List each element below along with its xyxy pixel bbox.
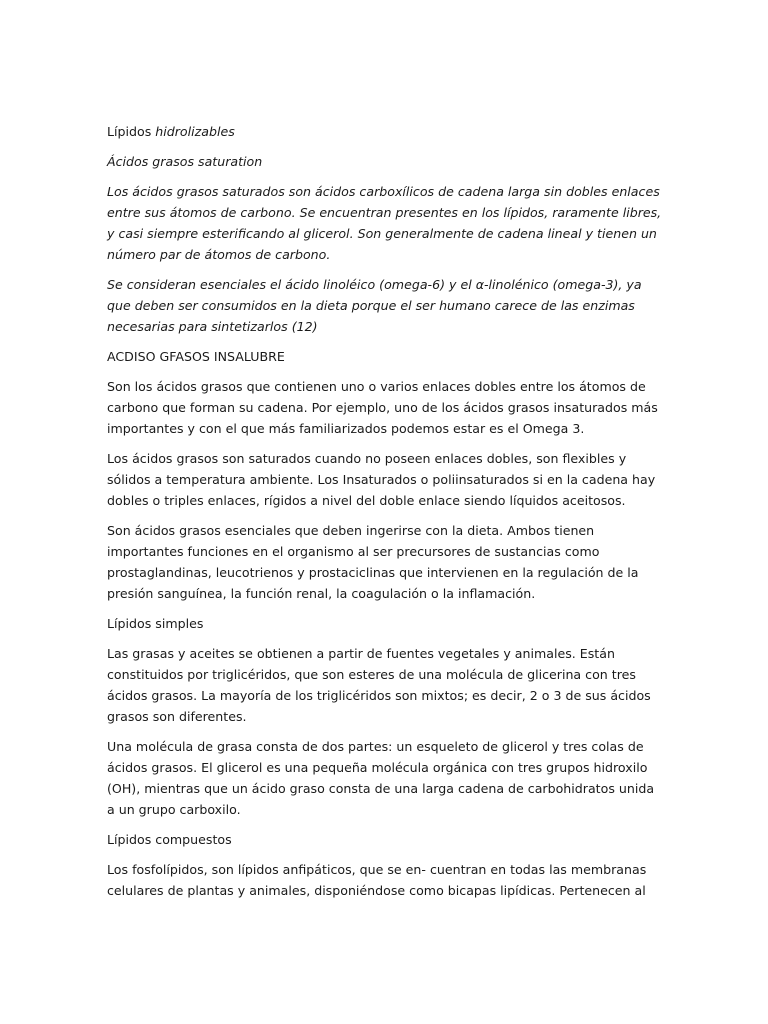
heading-lipidos-compuestos: Lípidos compuestos — [107, 832, 232, 847]
paragraph-saturados-part-3: . Son generalmente de cadena lineal y tienen un número par de átomos de carbono — [107, 226, 657, 262]
paragraph-saturados-part-4: . — [326, 247, 331, 262]
paragraph-saturados-vs-insaturados: Los ácidos grasos son saturados cuando no poseen enlaces dobles, son flexibles y sólidos a temperatura ambiente. Los Insaturados o poliinsaturados si en la cadena hay dobles o triples enlaces, rígidos a nivel del doble enlace siendo líquidos aceitosos. — [107, 451, 656, 508]
paragraph-esenciales: Se consideran esenciales el ácido linoléico (omega-6) y el α-linolénico (omega-3), ya que deben ser consumidos en la dieta porque el ser humano carece de las enzimas necesarias para sintetizarlos (12) — [107, 277, 642, 334]
paragraph-insaturados: Son los ácidos grasos que contienen uno o varios enlaces dobles entre los átomos de carbono que forman su cadena. Por ejemplo, uno de los ácidos grasos insaturados más importantes y con el que más familiarizados podemos estar es el Omega 3. — [107, 379, 658, 436]
heading-acidos-grasos-saturation: Ácidos grasos saturation — [107, 154, 263, 169]
paragraph-acidos-esenciales: Son ácidos grasos esenciales que deben ingerirse con la dieta. Ambos tienen importantes funciones en el organismo al ser precursores de sustancias como prostaglandinas, leucotrienos y prostaciclinas que intervienen en la regulación de la presión sanguínea, la función renal, la coagulación o la inflamación. — [107, 523, 639, 601]
paragraph-fosfolipidos: Los fosfolípidos, son lípidos anfipáticos, que se en- cuentran en todas las membranas celulares de plantas y animales, disponiéndose como bicapas lipídicas. Pertenecen al — [107, 862, 647, 898]
document-page — [107, 121, 663, 910]
paragraph-saturados — [107, 181, 663, 265]
heading-lipidos-hidrolizables — [107, 121, 663, 142]
heading-acdiso-gfasos-insalubre: ACDISO GFASOS INSALUBRE — [107, 349, 285, 364]
paragraph-saturados-part-2: . Se encuentran presentes en los lípidos, raramente libres, y casi siempre esterificando al glicerol — [107, 205, 662, 241]
heading-italic-text: hidrolizables — [155, 124, 235, 139]
paragraph-saturados-part-1: Los ácidos grasos saturados son ácidos carboxílicos de cadena larga sin dobles enlaces entre sus átomos de carbono — [107, 184, 660, 220]
heading-lipidos-simples: Lípidos simples — [107, 616, 204, 631]
heading-plain-text: Lípidos — [107, 124, 156, 139]
paragraph-molecula-grasa: Una molécula de grasa consta de dos partes: un esqueleto de glicerol y tres colas de ácidos grasos. El glicerol es una pequeña molécula orgánica con tres grupos hidroxilo (OH), mientras que un ácido graso consta de una larga cadena de carbohidratos unida a un grupo carboxilo. — [107, 739, 655, 817]
paragraph-grasas-aceites: Las grasas y aceites se obtienen a partir de fuentes vegetales y animales. Están constituidos por triglicéridos, que son esteres de una molécula de glicerina con tres ácidos grasos. La mayoría de los triglicéridos son mixtos; es decir, 2 o 3 de sus ácidos grasos son diferentes. — [107, 646, 651, 724]
